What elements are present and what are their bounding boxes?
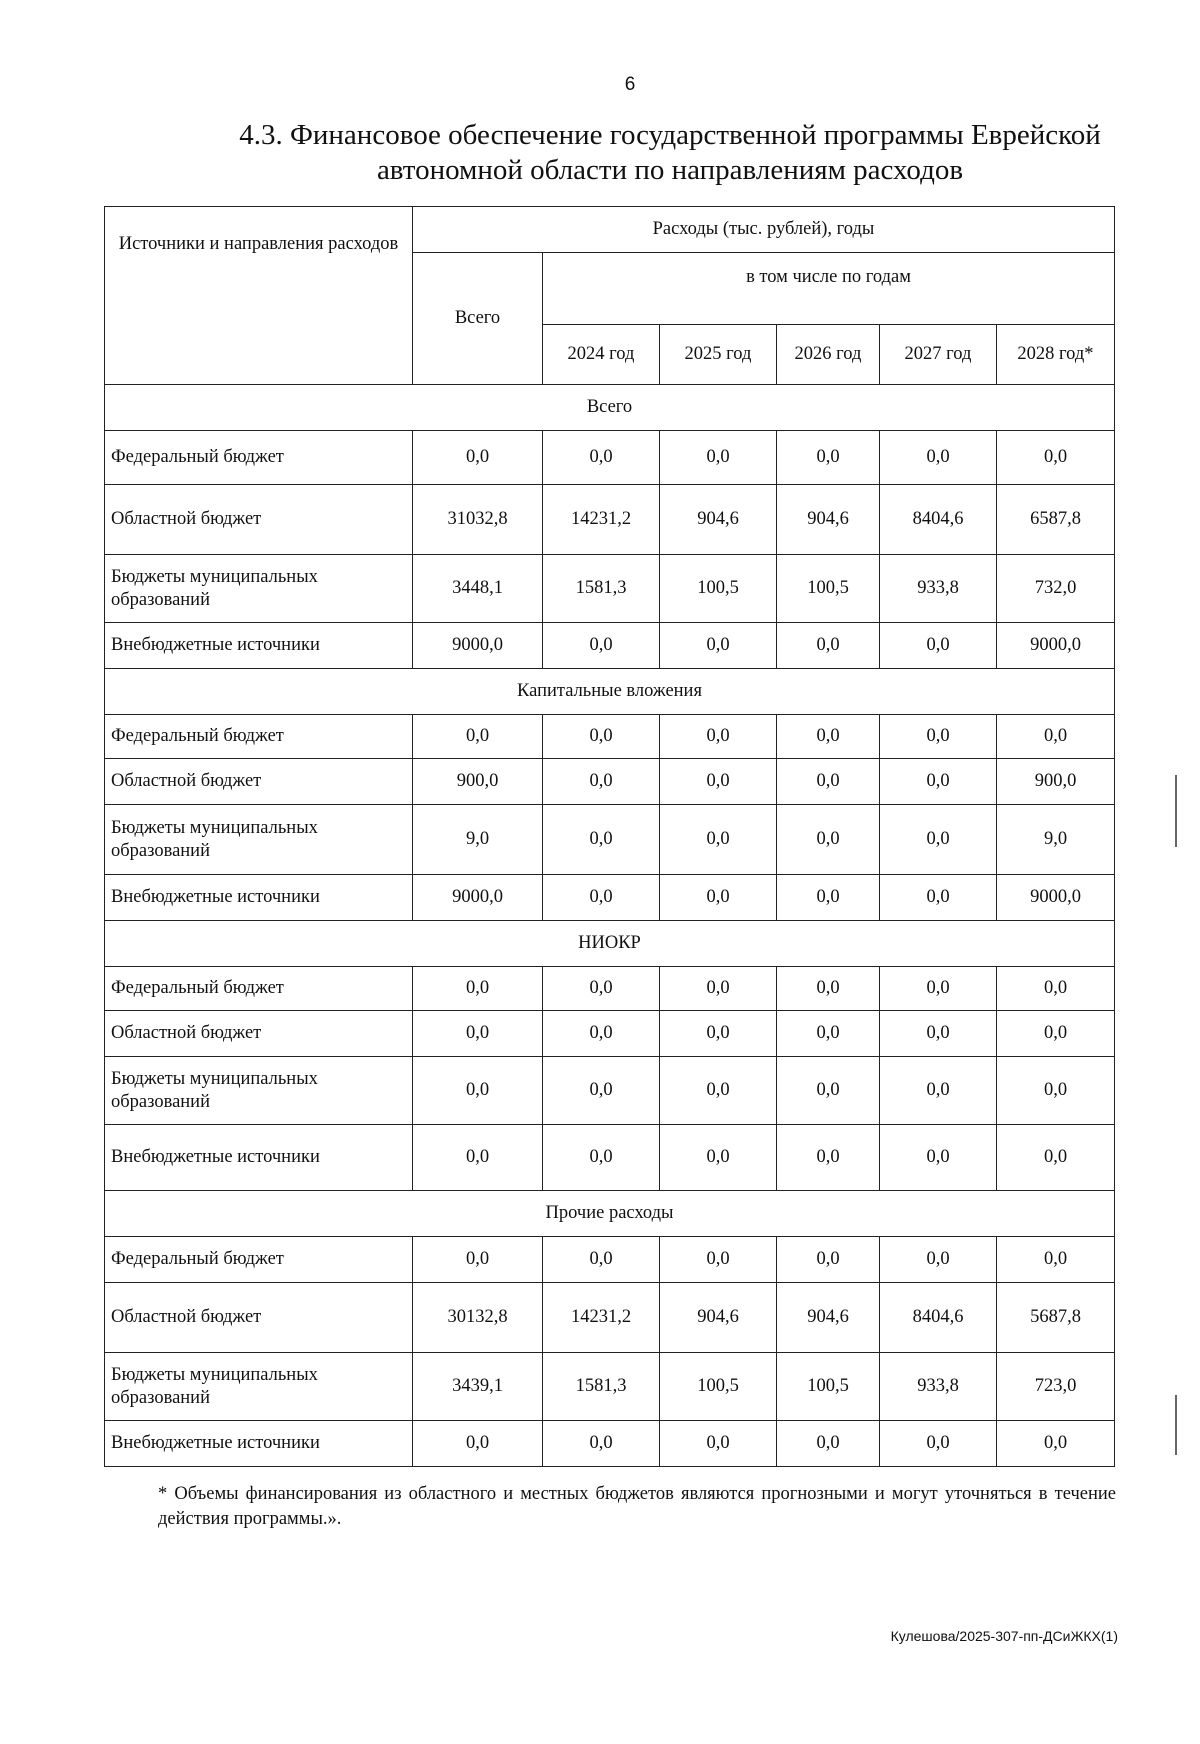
row-label: Внебюджетные источники (105, 1125, 413, 1191)
cell-year-value: 0,0 (997, 1057, 1115, 1125)
cell-year-value: 0,0 (997, 715, 1115, 759)
header-year: 2027 год (880, 325, 997, 385)
cell-year-value: 0,0 (660, 1057, 777, 1125)
cell-year-value: 0,0 (777, 1237, 880, 1283)
table-row (105, 1283, 1115, 1353)
cell-year-value: 0,0 (543, 715, 660, 759)
row-label: Бюджеты муниципальных образований (105, 1353, 413, 1421)
table-row (105, 1057, 1115, 1125)
page-number: 6 (624, 74, 636, 95)
table-row (105, 1421, 1115, 1467)
cell-year-value: 5687,8 (997, 1283, 1115, 1353)
section-title: НИОКР (105, 921, 1115, 967)
header-row-1 (105, 207, 1115, 253)
cell-year-value: 1581,3 (543, 1353, 660, 1421)
row-label: Внебюджетные источники (105, 875, 413, 921)
header-year: 2028 год* (997, 325, 1115, 385)
table-row (105, 1353, 1115, 1421)
cell-year-value: 0,0 (543, 805, 660, 875)
cell-year-value: 0,0 (880, 875, 997, 921)
cell-total: 3439,1 (413, 1353, 543, 1421)
table-row (105, 555, 1115, 623)
cell-year-value: 0,0 (880, 1057, 997, 1125)
header-total: Всего (413, 253, 543, 385)
cell-year-value: 732,0 (997, 555, 1115, 623)
section-header-row (105, 1191, 1115, 1237)
cell-year-value: 0,0 (543, 1237, 660, 1283)
cell-year-value: 14231,2 (543, 1283, 660, 1353)
cell-year-value: 0,0 (543, 1057, 660, 1125)
section-header-row (105, 669, 1115, 715)
header-year: 2025 год (660, 325, 777, 385)
row-label: Бюджеты муниципальных образований (105, 805, 413, 875)
cell-year-value: 0,0 (997, 967, 1115, 1011)
cell-total: 0,0 (413, 715, 543, 759)
cell-year-value: 0,0 (880, 1011, 997, 1057)
row-label: Областной бюджет (105, 759, 413, 805)
table-row (105, 431, 1115, 485)
cell-year-value: 8404,6 (880, 1283, 997, 1353)
cell-year-value: 0,0 (543, 431, 660, 485)
table-row (105, 1125, 1115, 1191)
table-row (105, 967, 1115, 1011)
scan-artifact (1175, 1395, 1177, 1455)
cell-year-value: 0,0 (777, 967, 880, 1011)
cell-year-value: 0,0 (997, 1125, 1115, 1191)
cell-year-value: 900,0 (997, 759, 1115, 805)
table-row (105, 1011, 1115, 1057)
cell-year-value: 0,0 (660, 967, 777, 1011)
cell-year-value: 0,0 (660, 759, 777, 805)
table-row (105, 759, 1115, 805)
cell-year-value: 100,5 (777, 555, 880, 623)
cell-year-value: 0,0 (660, 1011, 777, 1057)
section-header-row (105, 921, 1115, 967)
cell-year-value: 9000,0 (997, 623, 1115, 669)
title-line-2: автономной области по направлениям расходов (376, 154, 964, 186)
table-row (105, 715, 1115, 759)
cell-year-value: 0,0 (777, 759, 880, 805)
cell-year-value: 0,0 (660, 805, 777, 875)
section-title: Капитальные вложения (105, 669, 1115, 715)
cell-total: 0,0 (413, 1125, 543, 1191)
row-label: Федеральный бюджет (105, 431, 413, 485)
cell-year-value: 0,0 (543, 623, 660, 669)
page-title (200, 118, 1140, 188)
table-body (105, 207, 1115, 1467)
table-row (105, 623, 1115, 669)
cell-total: 0,0 (413, 1057, 543, 1125)
table-row (105, 805, 1115, 875)
row-label: Федеральный бюджет (105, 1237, 413, 1283)
cell-year-value: 0,0 (543, 1125, 660, 1191)
cell-year-value: 0,0 (997, 1011, 1115, 1057)
cell-year-value: 100,5 (660, 1353, 777, 1421)
cell-year-value: 0,0 (997, 1237, 1115, 1283)
header-source: Источники и направления расходов (105, 207, 413, 385)
document-signature-code: Кулешова/2025-307-пп-ДСиЖКХ(1) (890, 1628, 1118, 1644)
cell-year-value: 0,0 (660, 1237, 777, 1283)
cell-total: 0,0 (413, 967, 543, 1011)
scan-artifact (1175, 775, 1177, 847)
cell-year-value: 1581,3 (543, 555, 660, 623)
cell-year-value: 0,0 (880, 1125, 997, 1191)
cell-year-value: 0,0 (660, 1125, 777, 1191)
cell-year-value: 0,0 (777, 875, 880, 921)
cell-year-value: 0,0 (777, 805, 880, 875)
cell-year-value: 904,6 (660, 1283, 777, 1353)
cell-year-value: 0,0 (880, 1421, 997, 1467)
cell-year-value: 0,0 (543, 967, 660, 1011)
cell-total: 3448,1 (413, 555, 543, 623)
cell-year-value: 0,0 (777, 1125, 880, 1191)
cell-year-value: 0,0 (777, 431, 880, 485)
section-title: Всего (105, 385, 1115, 431)
cell-year-value: 904,6 (777, 1283, 880, 1353)
row-label: Областной бюджет (105, 1283, 413, 1353)
cell-year-value: 0,0 (777, 1057, 880, 1125)
cell-year-value: 0,0 (543, 759, 660, 805)
row-label: Бюджеты муниципальных образований (105, 555, 413, 623)
header-year: 2024 год (543, 325, 660, 385)
cell-year-value: 0,0 (660, 1421, 777, 1467)
cell-year-value: 0,0 (880, 715, 997, 759)
cell-year-value: 0,0 (660, 623, 777, 669)
cell-year-value: 0,0 (880, 759, 997, 805)
cell-total: 9000,0 (413, 875, 543, 921)
cell-total: 9,0 (413, 805, 543, 875)
cell-year-value: 933,8 (880, 555, 997, 623)
row-label: Внебюджетные источники (105, 1421, 413, 1467)
cell-total: 0,0 (413, 1237, 543, 1283)
cell-year-value: 0,0 (997, 431, 1115, 485)
cell-year-value: 0,0 (543, 1011, 660, 1057)
cell-total: 31032,8 (413, 485, 543, 555)
row-label: Областной бюджет (105, 485, 413, 555)
table-row (105, 875, 1115, 921)
cell-year-value: 0,0 (777, 1011, 880, 1057)
cell-year-value: 0,0 (777, 715, 880, 759)
cell-year-value: 100,5 (777, 1353, 880, 1421)
cell-year-value: 9000,0 (997, 875, 1115, 921)
header-year: 2026 год (777, 325, 880, 385)
cell-year-value: 723,0 (997, 1353, 1115, 1421)
row-label: Областной бюджет (105, 1011, 413, 1057)
cell-year-value: 0,0 (880, 967, 997, 1011)
title-line-1: 4.3. Финансовое обеспечение государственной программы Еврейской (239, 119, 1101, 151)
cell-year-value: 0,0 (880, 1237, 997, 1283)
cell-year-value: 0,0 (660, 875, 777, 921)
cell-total: 900,0 (413, 759, 543, 805)
row-label: Федеральный бюджет (105, 967, 413, 1011)
row-label: Внебюджетные источники (105, 623, 413, 669)
cell-total: 9000,0 (413, 623, 543, 669)
cell-year-value: 0,0 (660, 715, 777, 759)
row-label: Бюджеты муниципальных образований (105, 1057, 413, 1125)
section-title: Прочие расходы (105, 1191, 1115, 1237)
section-header-row (105, 385, 1115, 431)
cell-year-value: 0,0 (880, 431, 997, 485)
cell-year-value: 0,0 (777, 623, 880, 669)
cell-total: 0,0 (413, 1421, 543, 1467)
header-expenses: Расходы (тыс. рублей), годы (413, 207, 1115, 253)
cell-year-value: 904,6 (777, 485, 880, 555)
table-row (105, 485, 1115, 555)
cell-year-value: 0,0 (880, 805, 997, 875)
cell-year-value: 933,8 (880, 1353, 997, 1421)
cell-year-value: 9,0 (997, 805, 1115, 875)
cell-year-value: 0,0 (880, 623, 997, 669)
cell-year-value: 0,0 (997, 1421, 1115, 1467)
cell-year-value: 14231,2 (543, 485, 660, 555)
cell-year-value: 0,0 (660, 431, 777, 485)
row-label: Федеральный бюджет (105, 715, 413, 759)
cell-year-value: 8404,6 (880, 485, 997, 555)
footnote: * Объемы финансирования из областного и местных бюджетов являются прогнозными и могут уточняться в течение действия программы.». (158, 1484, 1116, 1529)
header-by-years: в том числе по годам (543, 253, 1115, 325)
cell-total: 0,0 (413, 1011, 543, 1057)
cell-total: 0,0 (413, 431, 543, 485)
cell-year-value: 0,0 (777, 1421, 880, 1467)
table-row (105, 1237, 1115, 1283)
cell-total: 30132,8 (413, 1283, 543, 1353)
cell-year-value: 0,0 (543, 1421, 660, 1467)
cell-year-value: 6587,8 (997, 485, 1115, 555)
cell-year-value: 100,5 (660, 555, 777, 623)
financing-table (104, 206, 1115, 1467)
cell-year-value: 904,6 (660, 485, 777, 555)
cell-year-value: 0,0 (543, 875, 660, 921)
